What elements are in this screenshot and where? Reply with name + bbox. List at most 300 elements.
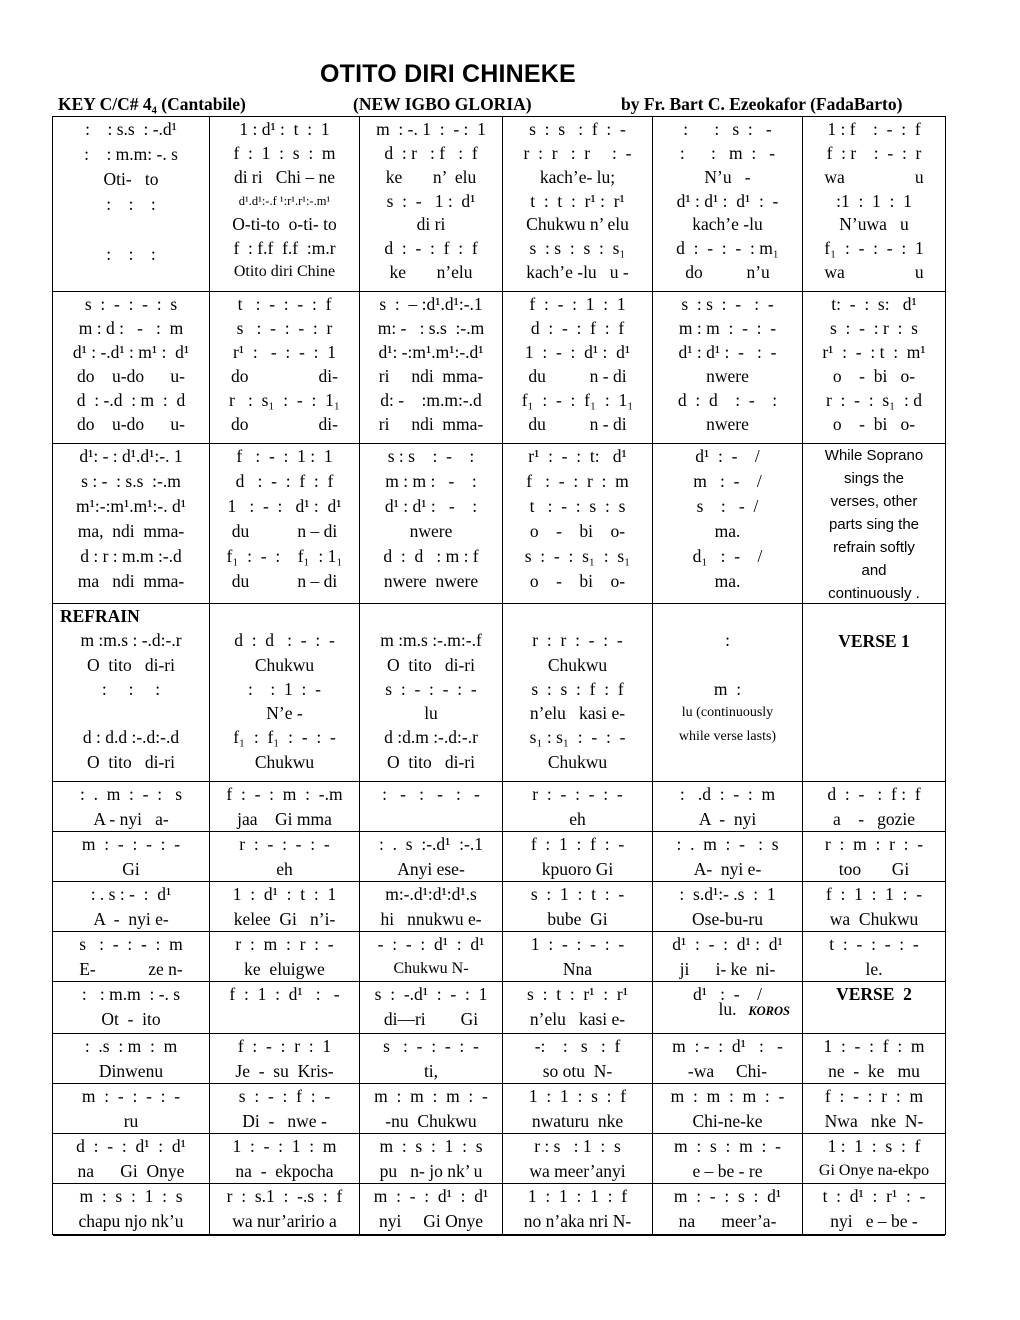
score-line: du n – di (231, 521, 338, 541)
score-line: continuously . (828, 585, 920, 602)
score-line: d : d : - : (677, 390, 778, 410)
score-cell (503, 117, 653, 292)
score-cell (803, 882, 945, 932)
score-line: : (725, 630, 730, 651)
score-line: pu n- jo nk’ u (379, 1161, 483, 1181)
score-line: s : -.d¹ : - : 1 (374, 984, 488, 1004)
score-line: hi nnukwu e- (380, 909, 482, 929)
score-line: 1 : - : f : m (823, 1036, 925, 1056)
score-line: m : - : - : - (81, 834, 181, 854)
score-line: m : d : - : m (78, 318, 184, 338)
score-line: bube Gi (547, 909, 608, 929)
score-cell (803, 1034, 945, 1084)
score-line: t : d¹ : r¹ : - (822, 1186, 926, 1206)
score-line: ke n’ elu (385, 166, 477, 187)
score-line: : s.d¹:- .s : 1 (679, 884, 776, 904)
score-line: f : 1 : f : - (530, 834, 625, 854)
score-cell (653, 832, 803, 882)
score-line: na meer’a- (678, 1211, 777, 1231)
score-line: nwere (706, 366, 749, 386)
score-cell (803, 444, 945, 604)
score-line: : .d : - : m (679, 784, 776, 804)
key-signature: KEY C/C# 4₄ (Cantabile) (58, 94, 246, 114)
score-cell (210, 882, 360, 932)
score-cell (653, 1034, 803, 1084)
score-line: Nna (562, 959, 593, 979)
score-line: du n - di (528, 366, 627, 386)
score-line: e – be - re (692, 1161, 763, 1181)
score-cell (360, 782, 503, 832)
score-line: f : 1 : s : m (233, 142, 336, 163)
score-cell (653, 604, 803, 782)
score-cell (53, 932, 210, 982)
score-line: : : m.m : -. s (81, 984, 181, 1004)
score-line: d : -.d : m : d (76, 390, 186, 410)
score-line: di—ri Gi (383, 1009, 479, 1029)
score-cell (53, 882, 210, 932)
subheading (58, 94, 948, 116)
score-line: d : - : - : m₁ (676, 238, 779, 259)
score-cell (53, 782, 210, 832)
score-cell (503, 982, 653, 1034)
score-line: -: : s : f (534, 1036, 621, 1056)
score-line: REFRAIN (60, 606, 140, 626)
score-line: 1 : 1 : 1 : f (527, 1186, 628, 1206)
score-line: d¹.d¹:-.f ¹:r¹.r¹:-.m¹ (238, 193, 331, 208)
score-line: 1 : - : - : - (530, 934, 625, 954)
score-line: s : - : r : s (830, 318, 918, 338)
score-line: O tito di-ri (87, 654, 175, 675)
score-line: Chukwu (254, 654, 315, 675)
score-cell (503, 444, 653, 604)
score-line: m : - : - : - (81, 1086, 181, 1106)
score-line: s : - : - : r (236, 318, 333, 338)
score-line: : - : - : - (382, 784, 480, 804)
score-cell (360, 604, 503, 782)
score-line: d¹: -:m¹.m¹:-.d¹ (378, 342, 484, 362)
score-line: s : - : - : m (79, 934, 183, 954)
score-line: lu. (718, 998, 737, 1019)
score-cell (360, 117, 503, 292)
score-line: d¹ : - / (695, 446, 760, 466)
score-cell (53, 444, 210, 604)
score-cell (53, 292, 210, 444)
score-line: d¹ : d¹ : - : - (678, 342, 777, 362)
score-line: : : m.m: -. s (84, 144, 178, 164)
score-line: r : s.1 : -.s : f (226, 1186, 343, 1206)
score-line: A - nyi a- (93, 809, 169, 829)
score-line: s : s : s : s₁ (529, 238, 626, 259)
score-line: kach’e -lu u - (526, 262, 629, 283)
score-line: nwere (409, 521, 453, 541)
score-line: verses, other (830, 493, 918, 510)
score-line: ke n’elu (389, 262, 473, 283)
score-line: wa u (824, 262, 924, 283)
score-line: N’u - (704, 166, 751, 187)
score-line: Nwa nke N- (824, 1111, 924, 1131)
score-cell (503, 604, 653, 782)
score-line: d :d.m :-.d:-.r (384, 727, 478, 748)
score-line: d¹ : -.d¹ : m¹ : d¹ (72, 342, 190, 362)
score-line: m: - : s.s :-.m (377, 318, 485, 338)
score-line: - : - : d¹ : d¹ (377, 934, 485, 954)
score-cell (210, 1134, 360, 1184)
score-line: O tito di-ri (87, 751, 175, 772)
score-line: : : : (106, 244, 156, 264)
score-line: na Gi Onye (77, 1161, 185, 1181)
score-line: ma, ndi mma- (77, 521, 185, 541)
score-line: r¹ : - : t : m¹ (822, 342, 926, 362)
score-line: le. (865, 959, 883, 979)
score-line: m : m : m : - (374, 1086, 488, 1106)
score-line: Ot - ito (101, 1009, 161, 1029)
score-line: r : r : r : - (523, 142, 632, 163)
score-line: do n’u (685, 262, 770, 283)
score-cell (53, 832, 210, 882)
score-line: do di- (231, 366, 338, 386)
page-title: OTITO DIRI CHINEKE (320, 60, 576, 88)
score-line: d : d : m : f (383, 546, 479, 566)
score-cell (53, 1034, 210, 1084)
score-line: s : - : s.s :-.m (81, 471, 181, 491)
score-line: m¹:-:m¹.m¹:-. d¹ (76, 496, 186, 516)
score-line: s : - : s₁ : s₁ (524, 546, 631, 566)
score-line: f : 1 : d¹ : - (229, 984, 340, 1004)
score-cell (803, 1084, 945, 1134)
score-cell (210, 932, 360, 982)
score-line: d : - : f : f (235, 471, 334, 491)
score-line: Di - nwe - (242, 1111, 327, 1131)
score-line: s : – :d¹.d¹:-.1 (379, 294, 483, 314)
score-line: do di- (231, 414, 338, 434)
score-line: t : - : s : s (529, 496, 626, 516)
score-cell (803, 782, 945, 832)
score-line: ma ndi mma- (77, 571, 185, 591)
score-cell (803, 982, 945, 1034)
score-line: r¹ : - : t: d¹ (528, 446, 627, 466)
score-cell (653, 1134, 803, 1184)
score-cell (210, 782, 360, 832)
score-line: O tito di-ri (387, 751, 475, 772)
score-line: m : m : - : - (678, 318, 777, 338)
score-cell (803, 292, 945, 444)
score-line: nyi Gi Onye (378, 1211, 484, 1231)
score-line: lu (continuously (681, 705, 774, 721)
score-line: VERSE 1 (838, 631, 910, 651)
score-line: E- ze n- (79, 959, 183, 979)
score-line: Chukwu (254, 751, 315, 772)
score-line: m : -. 1 : - : 1 (376, 119, 486, 139)
score-line: d¹: - : d¹.d¹:-. 1 (79, 446, 183, 466)
score-line: m : s : 1 : s (79, 1186, 183, 1206)
score-line: A- nyi e- (693, 859, 762, 879)
score-cell (53, 1084, 210, 1134)
score-line: d : - : f : f (530, 318, 625, 338)
score-line: ke eluigwe (244, 959, 325, 979)
score-line: : : s : - (683, 119, 772, 139)
score-line: 1 : 1 : s : f (528, 1086, 627, 1106)
score-line: -nu Chukwu (385, 1111, 477, 1131)
score-line: nwere (706, 414, 749, 434)
score-line: s : - 1 : d¹ (386, 190, 476, 211)
score-cell (210, 982, 360, 1034)
score-line: wa nur’aririo a (232, 1211, 337, 1231)
score-line: du n – di (231, 571, 338, 591)
score-cell (503, 1184, 653, 1236)
score-line: r¹ : - : - : 1 (233, 342, 336, 362)
score-line: f : - : m : -.m (226, 784, 343, 804)
score-line: o - bi o- (529, 571, 626, 591)
score-line: : : : (101, 678, 161, 699)
score-cell (653, 932, 803, 982)
score-line: : . m : - : s (79, 784, 183, 804)
score-line: s : - / (696, 496, 759, 516)
score-line: d : - : f : f (827, 784, 921, 804)
score-cell (53, 1134, 210, 1184)
score-line: 1 : f : - : f (827, 119, 921, 139)
score-line: ru (123, 1111, 139, 1131)
score-line: Chukwu (547, 654, 608, 675)
score-line: ti, (423, 1061, 439, 1081)
composer-credit: by Fr. Bart C. Ezeokafor (FadaBarto) (621, 94, 903, 114)
score-line: While Soprano (824, 447, 924, 464)
score-cell (53, 117, 210, 292)
score-line: parts sing the (828, 516, 920, 533)
score-line: m : - : d¹ : d¹ (373, 1186, 489, 1206)
score-cell (653, 782, 803, 832)
score-line: f : - : 1 : 1 (529, 294, 626, 314)
score-cell (503, 292, 653, 444)
score-line: m : - : d¹ : - (672, 1036, 783, 1056)
score-line: f₁ : - : f₁ : 1₁ (226, 546, 343, 566)
score-line: : : 1 : - (248, 678, 321, 699)
score-cell (360, 292, 503, 444)
score-cell (503, 882, 653, 932)
score-line: Anyi ese- (397, 859, 465, 879)
score-line: Oti- to (103, 169, 159, 189)
score-line: f₁ : - : f₁ : 1₁ (521, 390, 634, 410)
score-line: f : - : r : m (824, 1086, 924, 1106)
score-line: A - nyi e- (93, 909, 169, 929)
score-line: r : s₁ : - : 1₁ (229, 390, 340, 410)
score-line: wa u (824, 166, 924, 187)
score-line: : : s.s : -.d¹ (85, 119, 177, 139)
score-line: ne - ke mu (828, 1061, 920, 1081)
score-line: s : - : - : s (84, 294, 178, 314)
score-line: refrain softly (833, 539, 915, 556)
score-line: n’elu kasi e- (529, 1009, 626, 1029)
score-cell (803, 1134, 945, 1184)
score-line: : . s :-.d¹ :-.1 (379, 834, 483, 854)
score-line: m : - : s : d¹ (673, 1186, 782, 1206)
score-line: ma. (714, 521, 741, 541)
score-cell (503, 1134, 653, 1184)
score-line: f : r : - : r (826, 142, 922, 163)
score-cell (653, 982, 803, 1034)
score-line: eh (569, 809, 586, 829)
score-line: 1 : - : 1 : m (232, 1136, 337, 1156)
score-cell (53, 1184, 210, 1236)
score-line: kelee Gi n’i- (233, 909, 336, 929)
score-cell (503, 832, 653, 882)
score-line: do u-do u- (77, 366, 185, 386)
score-line: d¹ : - / (693, 984, 762, 1004)
score-line: d₁ : - / (692, 546, 763, 566)
score-line: eh (276, 859, 293, 879)
score-cell (503, 932, 653, 982)
score-line: and (861, 562, 887, 579)
score-line: m :m.s : -.d:-.r (80, 630, 182, 651)
score-line: o - bi o- (832, 414, 916, 434)
score-line: ma. (714, 571, 741, 591)
score-line: f : - : r : 1 (237, 1036, 332, 1056)
score-line: m : m : - : (385, 471, 477, 491)
score-line: do u-do u- (77, 414, 185, 434)
score-line: d¹ : d¹ : d¹ : - (676, 190, 779, 211)
score-cell (53, 982, 210, 1034)
score-cell (803, 1184, 945, 1236)
score-cell (360, 444, 503, 604)
score-cell (360, 1134, 503, 1184)
score-line: VERSE 2 (836, 984, 912, 1004)
score-line: m : s : m : - (674, 1136, 781, 1156)
score-line: s : s : - : - (681, 294, 774, 314)
score-line: d¹ : - : d¹ : d¹ (672, 934, 783, 954)
score-line: r : s : 1 : s (534, 1136, 621, 1156)
score-line: n’elu kasi e- (529, 703, 626, 724)
score-line: t: - : s: d¹ (831, 294, 917, 314)
score-cell (653, 1084, 803, 1134)
score-line: r : m : r : - (235, 934, 334, 954)
score-line: f₁ : f₁ : - : - (233, 727, 336, 748)
score-line: na - ekpocha (235, 1161, 334, 1181)
score-line: : : : (106, 194, 156, 214)
score-line: ri ndi mma- (378, 366, 484, 386)
score-line: so otu N- (542, 1061, 613, 1081)
score-line: kach’e- lu; (539, 166, 616, 187)
score-line: s₁ : s₁ : - : - (529, 727, 626, 748)
score-line: Otito diri Chine (233, 263, 336, 281)
score-cell (210, 444, 360, 604)
score-line: s : - : - : - (383, 1036, 479, 1056)
score-line: nwaturu nke (531, 1111, 624, 1131)
score-cell (503, 1034, 653, 1084)
score-line: f : 1 : 1 : - (825, 884, 923, 904)
score-line: KOROS (748, 1003, 790, 1018)
score-cell (360, 1034, 503, 1084)
score-cell (210, 1034, 360, 1084)
score-line: :1 : 1 : 1 (836, 190, 912, 211)
score-line: r : - : - : - (532, 784, 623, 804)
score-line: nwere nwere (383, 571, 479, 591)
score-line: s : - : - : - (385, 678, 477, 699)
score-line: 1 : d¹ : t : 1 (232, 884, 337, 904)
score-line: sings the (843, 470, 905, 487)
score-cell (210, 1084, 360, 1134)
score-line: Chukwu n’ elu (526, 214, 629, 235)
score-cell (803, 604, 945, 782)
score-cell (360, 932, 503, 982)
score-line: s : - : f : - (238, 1086, 331, 1106)
score-line: Ose-bu-ru (692, 909, 763, 929)
score-line: di ri Chi – ne (233, 166, 336, 187)
score-line: : . m : - : s (676, 834, 779, 854)
score-line: t : t : r¹ : r¹ (530, 190, 625, 211)
score-line: s : s : f : f (531, 678, 624, 699)
score-line: di ri (416, 214, 446, 235)
score-cell (210, 292, 360, 444)
score-line: r : r : - : - (532, 630, 623, 651)
score-cell (653, 117, 803, 292)
score-cell (803, 832, 945, 882)
score-line: : . s : - : d¹ (90, 884, 172, 904)
solfa-score-table (52, 116, 946, 1235)
score-line: O-ti-to o-ti- to (232, 214, 337, 235)
score-line: s : 1 : t : - (530, 884, 625, 904)
score-line: o - bi o- (529, 521, 626, 541)
score-line: -wa Chi- (687, 1061, 768, 1081)
score-cell (360, 982, 503, 1034)
score-line: m : s : 1 : s (379, 1136, 483, 1156)
score-line: while verse lasts) (678, 729, 777, 745)
score-line: m :m.s :-.m:-.f (380, 630, 482, 651)
score-line: Gi Onye na-ekpo (818, 1162, 930, 1179)
score-line: no n’aka nri N- (523, 1211, 632, 1231)
score-cell (653, 882, 803, 932)
score-line: s : t : r¹ : r¹ (527, 984, 628, 1004)
score-line: lu (424, 703, 438, 724)
score-line: m : - / (693, 471, 762, 491)
score-line: Chukwu N- (393, 960, 469, 977)
score-line: N’uwa u (839, 214, 909, 235)
score-line: r : m : r : - (824, 834, 924, 854)
score-cell (653, 444, 803, 604)
score-line: t : - : - : - (829, 934, 919, 954)
score-line: 1 : 1 : s : f (827, 1136, 921, 1156)
score-cell (803, 117, 945, 292)
score-line: Chukwu (547, 751, 608, 772)
score-line: f : - : 1 : 1 (236, 446, 333, 466)
score-line: ri ndi mma- (378, 414, 484, 434)
score-line: Chi-ne-ke (692, 1111, 763, 1131)
score-line: d¹ : d¹ : - : (384, 496, 478, 516)
score-line: Dinwenu (98, 1061, 164, 1081)
score-line: wa meer’anyi (529, 1161, 626, 1181)
score-cell (503, 1084, 653, 1134)
score-line: m : (713, 678, 742, 699)
score-line: jaa Gi mma (237, 809, 332, 829)
score-line: nyi e – be - (830, 1211, 918, 1231)
score-line: Gi (122, 859, 140, 879)
score-line: N’e - (266, 703, 303, 724)
score-line: f₁ : - : - : 1 (824, 238, 924, 259)
score-line: s : s : - : (387, 446, 475, 466)
score-line: wa Chukwu (829, 909, 919, 929)
score-cell (53, 604, 210, 782)
score-line: d : - : f : f (384, 238, 478, 259)
score-line: O tito di-ri (387, 654, 475, 675)
score-cell (360, 1084, 503, 1134)
score-cell (210, 1184, 360, 1236)
score-line: d : r : f : f (384, 142, 478, 163)
score-line: f : f.f f.f :m.r (233, 238, 336, 259)
score-line: kpuoro Gi (541, 859, 614, 879)
score-cell (653, 1184, 803, 1236)
score-line: d : r : m.m :-.d (80, 546, 182, 566)
score-line: t : - : - : f (237, 294, 332, 314)
score-line: r : - : s₁ : d (825, 390, 923, 410)
score-line: f : - : r : m (526, 471, 629, 491)
